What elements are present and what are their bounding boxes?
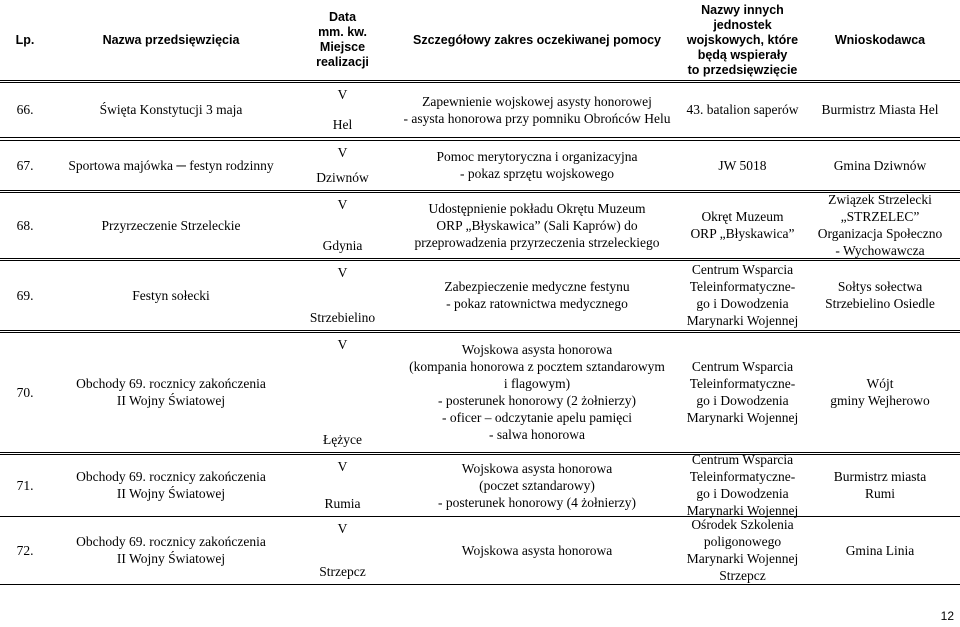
scope-line: Zabezpieczenie medyczne festynu [444,279,630,294]
cell-date-place [300,458,385,512]
scope-line: - asysta honorowa przy pomniku Obrońców Helu [403,110,671,126]
name-line: II Wojny Światowej [116,486,226,501]
cell-applicant [800,260,960,330]
name-line: Festyn sołecki [132,287,210,303]
scope-line: ORP „Błyskawica” (Sali Kaprów) do [436,217,638,233]
scope-line: Udostępnienie pokładu Okrętu Muzeum [428,200,646,216]
name-line: Obchody 69. rocznicy zakończenia [76,376,266,391]
place-text: Łężyce [323,432,362,447]
cell-name [52,260,290,330]
cell-name [52,82,290,137]
header-lp-label: Lp. [15,32,35,47]
row-rule [0,452,960,453]
place-text: Hel [332,117,353,132]
cell-applicant [800,192,960,258]
header-units-line: Nazwy innych [701,2,784,17]
name-line: II Wojny Światowej [116,393,226,408]
cell-applicant [800,140,960,190]
scope-line: - oficer – odczytanie apelu pamięci [441,410,633,425]
cell-name [52,192,290,258]
place-text: Dziwnów [316,170,369,185]
cell-date-place [300,86,385,133]
cell-scope [392,82,682,137]
header-units [685,0,800,80]
scope-line: - salwa honorowa [489,427,585,442]
scope-line: Wojskowa asysta honorowa [461,342,613,357]
units-line: Centrum Wsparcia [691,262,794,277]
header-units-line: będą wspierały [697,47,788,62]
cell-lp [0,332,50,452]
row-rule [0,80,960,81]
header-date-place [300,0,385,80]
name-line: Obchody 69. rocznicy zakończenia [76,469,266,484]
header-lp [0,0,50,80]
applicant-line: Burmistrz miasta [833,469,927,484]
lp-text: 67. [16,157,34,173]
applicant-line: Wójt [866,376,894,391]
month-text: V [337,265,348,280]
units-line: Teleinformatyczne- [689,279,796,294]
lp-text: 69. [16,287,34,303]
applicant-line: Związek Strzelecki [828,192,932,207]
cell-units [685,332,800,452]
cell-scope [392,260,682,330]
scope-line: i flagowym) [503,376,571,391]
cell-date-place [300,264,385,326]
place-text: Strzebielino [309,310,376,325]
scope-line: (kompania honorowa z pocztem sztandarowym [409,359,665,374]
cell-name [52,140,290,190]
month-text: V [337,337,348,352]
month-text: V [337,521,348,536]
place-text: Rumia [324,496,361,511]
cell-applicant [800,332,960,452]
row-rule [0,584,960,585]
cell-lp [0,260,50,330]
header-date-place-line: Miejsce [319,40,366,54]
units-line: go i Dowodzenia [696,486,789,501]
name-line: Obchody 69. rocznicy zakończenia [76,534,266,549]
scope-line: Pomoc merytoryczna i organizacyjna [436,149,638,164]
units-line: Ośrodek Szkolenia [691,517,794,532]
units-line: Marynarki Wojennej [686,313,799,328]
cell-scope [392,516,682,584]
header-units-line: wojskowych, które [686,32,799,47]
lp-text: 68. [16,217,34,233]
cell-date-place [300,144,385,186]
cell-applicant [800,82,960,137]
row-rule [0,190,960,191]
header-applicant [800,0,960,80]
units-line: go i Dowodzenia [696,296,789,311]
applicant-line: - Wychowawcza [835,243,925,258]
cell-units [685,516,800,584]
units-line: ORP „Błyskawica” [690,226,795,241]
name-line: II Wojny Światowej [116,551,226,566]
units-line: Teleinformatyczne- [689,469,796,484]
page-number: 12 [940,609,954,623]
cell-scope [392,192,682,258]
applicant-line: Sołtys sołectwa [837,279,923,294]
lp-text: 70. [16,384,34,400]
scope-line: - posterunek honorowy (2 żołnierzy) [438,393,636,408]
name-line: Święta Konstytucji 3 maja [99,102,243,117]
header-date-place-line: mm. kw. [318,25,367,39]
cell-name [52,454,290,516]
applicant-line: gminy Wejherowo [830,393,930,408]
units-line: JW 5018 [718,157,767,173]
cell-lp [0,192,50,258]
scope-line: - pokaz ratownictwa medycznego [446,296,628,311]
name-line: Przyrzeczenie Strzeleckie [101,217,241,233]
units-line: Centrum Wsparcia [691,452,794,467]
lp-text: 66. [16,102,34,117]
row-rule [0,137,960,138]
units-line: 43. batalion saperów [686,102,799,117]
units-line: Marynarki Wojennej [686,551,799,566]
applicant-line: Strzebielino Osiedle [825,296,935,311]
cell-applicant [800,516,960,584]
units-line: Centrum Wsparcia [691,359,794,374]
applicant-line: Organizacja Społeczno [817,226,943,241]
lp-text: 71. [16,477,34,493]
cell-lp [0,140,50,190]
header-scope-label: Szczegółowy zakres oczekiwanej pomocy [412,32,661,47]
applicant-line: Gmina Linia [845,542,915,558]
cell-applicant [800,454,960,516]
cell-lp [0,82,50,137]
scope-line: Wojskowa asysta honorowa [461,542,613,558]
lp-text: 72. [16,542,34,558]
name-line: Sportowa majówka ─ festyn rodzinny [68,157,274,173]
units-line: Teleinformatyczne- [689,376,796,391]
cell-name [52,516,290,584]
units-line: go i Dowodzenia [696,393,789,408]
cell-units [685,454,800,516]
header-scope [392,0,682,80]
units-line: poligonowego [703,534,782,549]
header-units-line: to przedsięwzięcie [687,62,798,77]
header-units-line: jednostek [713,17,772,32]
units-line: Marynarki Wojennej [686,410,799,425]
header-date-place-line: realizacji [316,55,369,69]
units-line: Okręt Muzeum [701,209,784,224]
applicant-line: Gmina Dziwnów [833,157,927,173]
cell-units [685,192,800,258]
place-text: Gdynia [322,238,363,253]
cell-scope [392,140,682,190]
scope-line: przeprowadzenia przyrzeczenia strzeleckiego [414,234,660,250]
month-text: V [337,145,348,160]
header-date-place-line: Data [328,10,357,24]
month-text: V [337,197,348,212]
header-name [52,0,290,80]
scope-line: - pokaz sprzętu wojskowego [459,166,615,181]
cell-date-place [300,196,385,254]
cell-lp [0,454,50,516]
cell-scope [392,454,682,516]
units-line: Marynarki Wojennej [686,503,799,518]
row-rule [0,330,960,331]
cell-scope [392,332,682,452]
cell-units [685,140,800,190]
cell-lp [0,516,50,584]
cell-name [52,332,290,452]
units-line: Strzepcz [719,568,766,583]
header-applicant-label: Wnioskodawca [834,32,926,47]
applicant-line: Burmistrz Miasta Hel [821,102,939,117]
place-text: Strzepcz [319,564,366,579]
row-rule [0,258,960,259]
cell-date-place [300,336,385,448]
header-name-label: Nazwa przedsięwzięcia [102,32,240,47]
scope-line: - posterunek honorowy (4 żołnierzy) [438,494,636,510]
scope-line: (poczet sztandarowy) [479,477,595,493]
applicant-line: „STRZELEC” [840,209,920,224]
scope-line: Zapewnienie wojskowej asysty honorowej [422,93,652,109]
applicant-line: Rumi [864,486,895,501]
month-text: V [337,87,348,102]
cell-units [685,82,800,137]
cell-units [685,260,800,330]
scope-line: Wojskowa asysta honorowa [461,460,613,476]
cell-date-place [300,520,385,580]
month-text: V [337,459,348,474]
